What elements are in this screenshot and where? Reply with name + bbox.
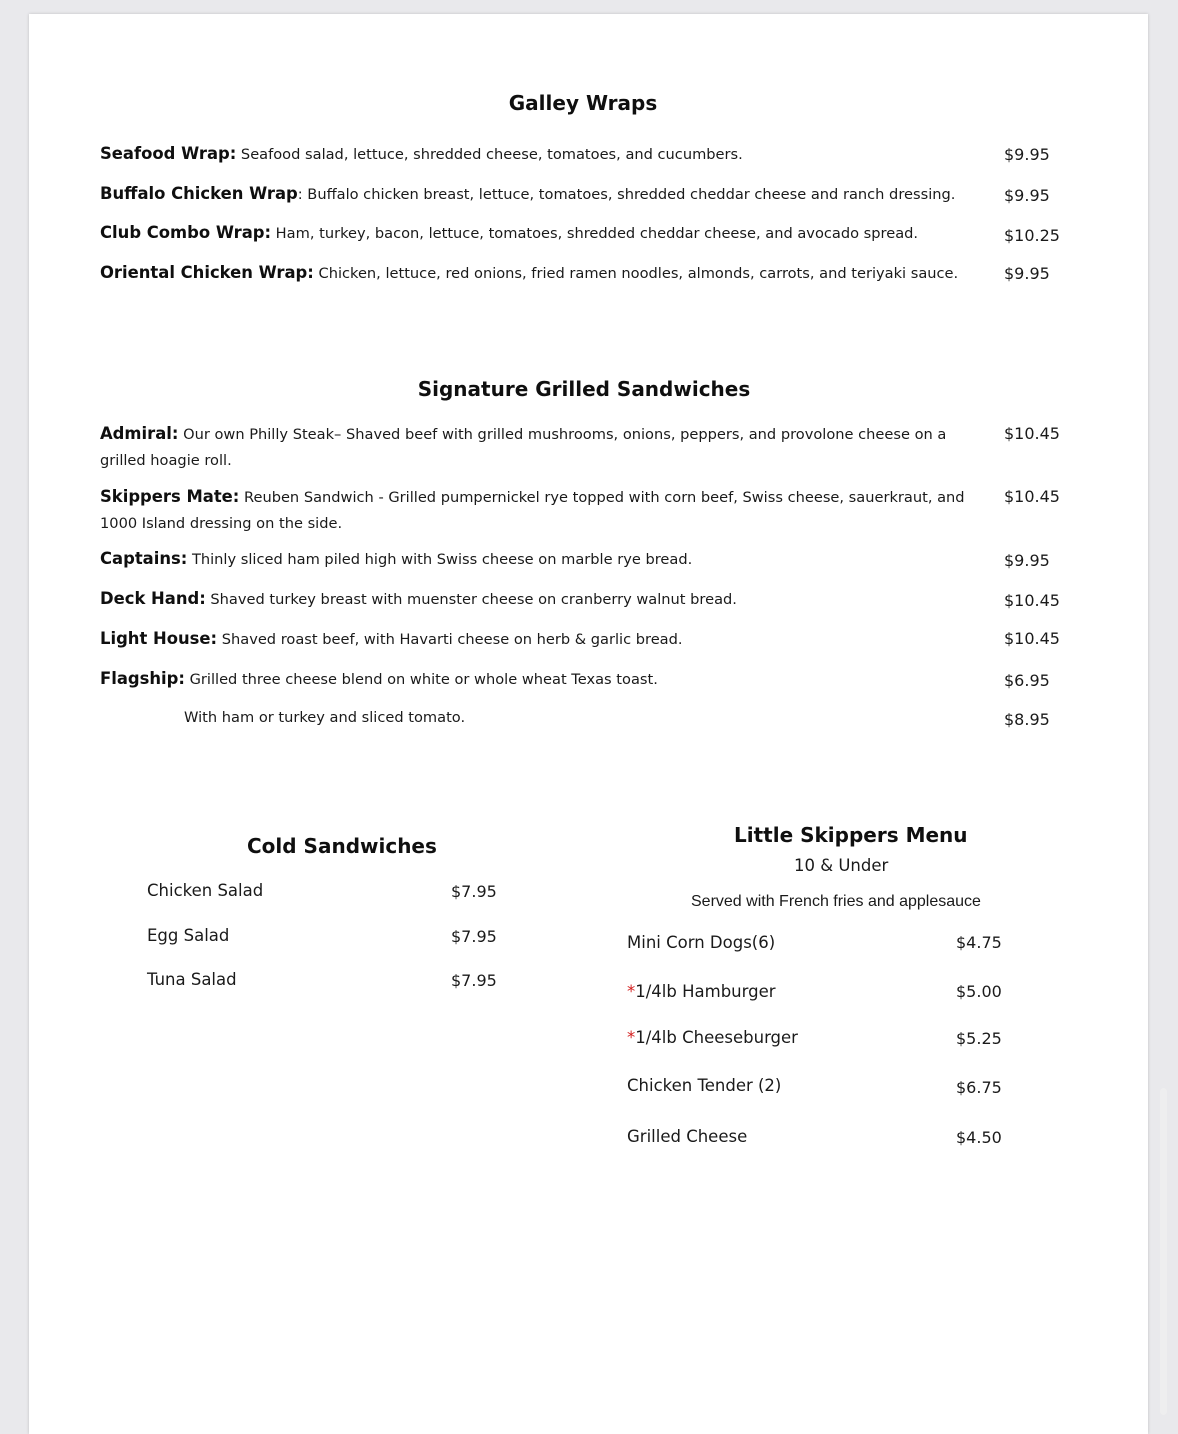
- item-price: $10.45: [1004, 629, 1060, 648]
- item-description: Our own Philly Steak– Shaved beef with grilled mushrooms, onions, peppers, and provolone cheese on a grilled hoagie roll.: [100, 426, 947, 469]
- menu-item-light-house: [100, 626, 990, 653]
- cold-item-price: $7.95: [451, 882, 497, 901]
- item-description: Shaved turkey breast with muenster cheese on cranberry walnut bread.: [205, 591, 737, 608]
- asterisk-marker: *: [627, 982, 636, 1001]
- kids-menu-heading: Little Skippers Menu: [734, 823, 968, 847]
- menu-item-captains: [100, 546, 990, 573]
- menu-item-flagship: [100, 666, 990, 693]
- item-price: $8.95: [1004, 710, 1050, 729]
- kids-item: [627, 1028, 798, 1047]
- menu-item-seafood-wrap: [100, 141, 990, 168]
- item-price: $9.95: [1004, 551, 1050, 570]
- kids-item-price: $4.50: [956, 1128, 1002, 1147]
- menu-item-admiral: [100, 421, 990, 474]
- menu-item-oriental-chicken-wrap: [100, 260, 990, 287]
- item-price: $10.45: [1004, 591, 1060, 610]
- galley-wraps-heading: Galley Wraps: [508, 91, 658, 115]
- kids-item-price: $6.75: [956, 1078, 1002, 1097]
- item-price: $9.95: [1004, 264, 1050, 283]
- cold-item-name: Chicken Salad: [147, 881, 264, 900]
- scrollbar[interactable]: [1160, 1088, 1167, 1415]
- item-price: $10.45: [1004, 424, 1060, 443]
- item-description: Grilled three cheese blend on white or whole wheat Texas toast.: [184, 671, 658, 688]
- item-description: Reuben Sandwich - Grilled pumpernickel rye topped with corn beef, Swiss cheese, sauerkraut, and 1000 Island dressing on the side.: [100, 489, 965, 532]
- kids-item-name: 1/4lb Hamburger: [635, 982, 776, 1001]
- item-name: Admiral:: [100, 424, 179, 443]
- cold-item-name: Tuna Salad: [147, 970, 237, 989]
- item-price: $9.95: [1004, 186, 1050, 205]
- item-description: Chicken, lettuce, red onions, fried ramen noodles, almonds, carrots, and teriyaki sauce.: [313, 265, 959, 282]
- kids-item-price: $4.75: [956, 933, 1002, 952]
- asterisk-marker: *: [627, 1028, 636, 1047]
- kids-item-name: Chicken Tender (2): [627, 1076, 782, 1095]
- item-price: $10.25: [1004, 226, 1060, 245]
- item-price: $6.95: [1004, 671, 1050, 690]
- item-description: Thinly sliced ham piled high with Swiss cheese on marble rye bread.: [187, 551, 693, 568]
- item-name: Deck Hand:: [100, 589, 206, 608]
- item-name: Oriental Chicken Wrap:: [100, 263, 314, 282]
- menu-item-club-combo-wrap: [100, 220, 990, 247]
- cold-sandwiches-heading: Cold Sandwiches: [247, 834, 437, 858]
- menu-item-deck-hand: [100, 586, 990, 613]
- menu-item-buffalo-chicken-wrap: [100, 181, 990, 208]
- kids-menu-note: Served with French fries and applesauce: [691, 893, 981, 910]
- item-description: : Buffalo chicken breast, lettuce, tomatoes, shredded cheddar cheese and ranch dressing.: [297, 186, 956, 203]
- cold-item-name: Egg Salad: [147, 926, 230, 945]
- item-description: Seafood salad, lettuce, shredded cheese, tomatoes, and cucumbers.: [236, 146, 743, 163]
- item-name: Light House:: [100, 629, 218, 648]
- kids-menu-subtitle: 10 & Under: [794, 856, 889, 875]
- item-name: Skippers Mate:: [100, 487, 240, 506]
- kids-item: [627, 982, 776, 1001]
- item-price: $10.45: [1004, 487, 1060, 506]
- kids-item-name: Mini Corn Dogs(6): [627, 933, 776, 952]
- item-name: Seafood Wrap:: [100, 144, 237, 163]
- kids-item-name: 1/4lb Cheeseburger: [635, 1028, 798, 1047]
- kids-item-price: $5.00: [956, 982, 1002, 1001]
- item-description: Shaved roast beef, with Havarti cheese on herb & garlic bread.: [217, 631, 683, 648]
- kids-item-name: Grilled Cheese: [627, 1127, 748, 1146]
- item-description: With ham or turkey and sliced tomato.: [184, 709, 466, 726]
- item-name: Buffalo Chicken Wrap: [100, 184, 298, 203]
- menu-item-flagship-option: [184, 705, 884, 731]
- menu-item-skippers-mate: [100, 484, 990, 537]
- grilled-sandwiches-heading: Signature Grilled Sandwiches: [417, 377, 751, 401]
- item-description: Ham, turkey, bacon, lettuce, tomatoes, shredded cheddar cheese, and avocado spread.: [271, 225, 919, 242]
- item-name: Club Combo Wrap:: [100, 223, 272, 242]
- cold-item-price: $7.95: [451, 927, 497, 946]
- kids-item-price: $5.25: [956, 1029, 1002, 1048]
- item-name: Flagship:: [100, 669, 185, 688]
- item-price: $9.95: [1004, 145, 1050, 164]
- cold-item-price: $7.95: [451, 971, 497, 990]
- item-name: Captains:: [100, 549, 188, 568]
